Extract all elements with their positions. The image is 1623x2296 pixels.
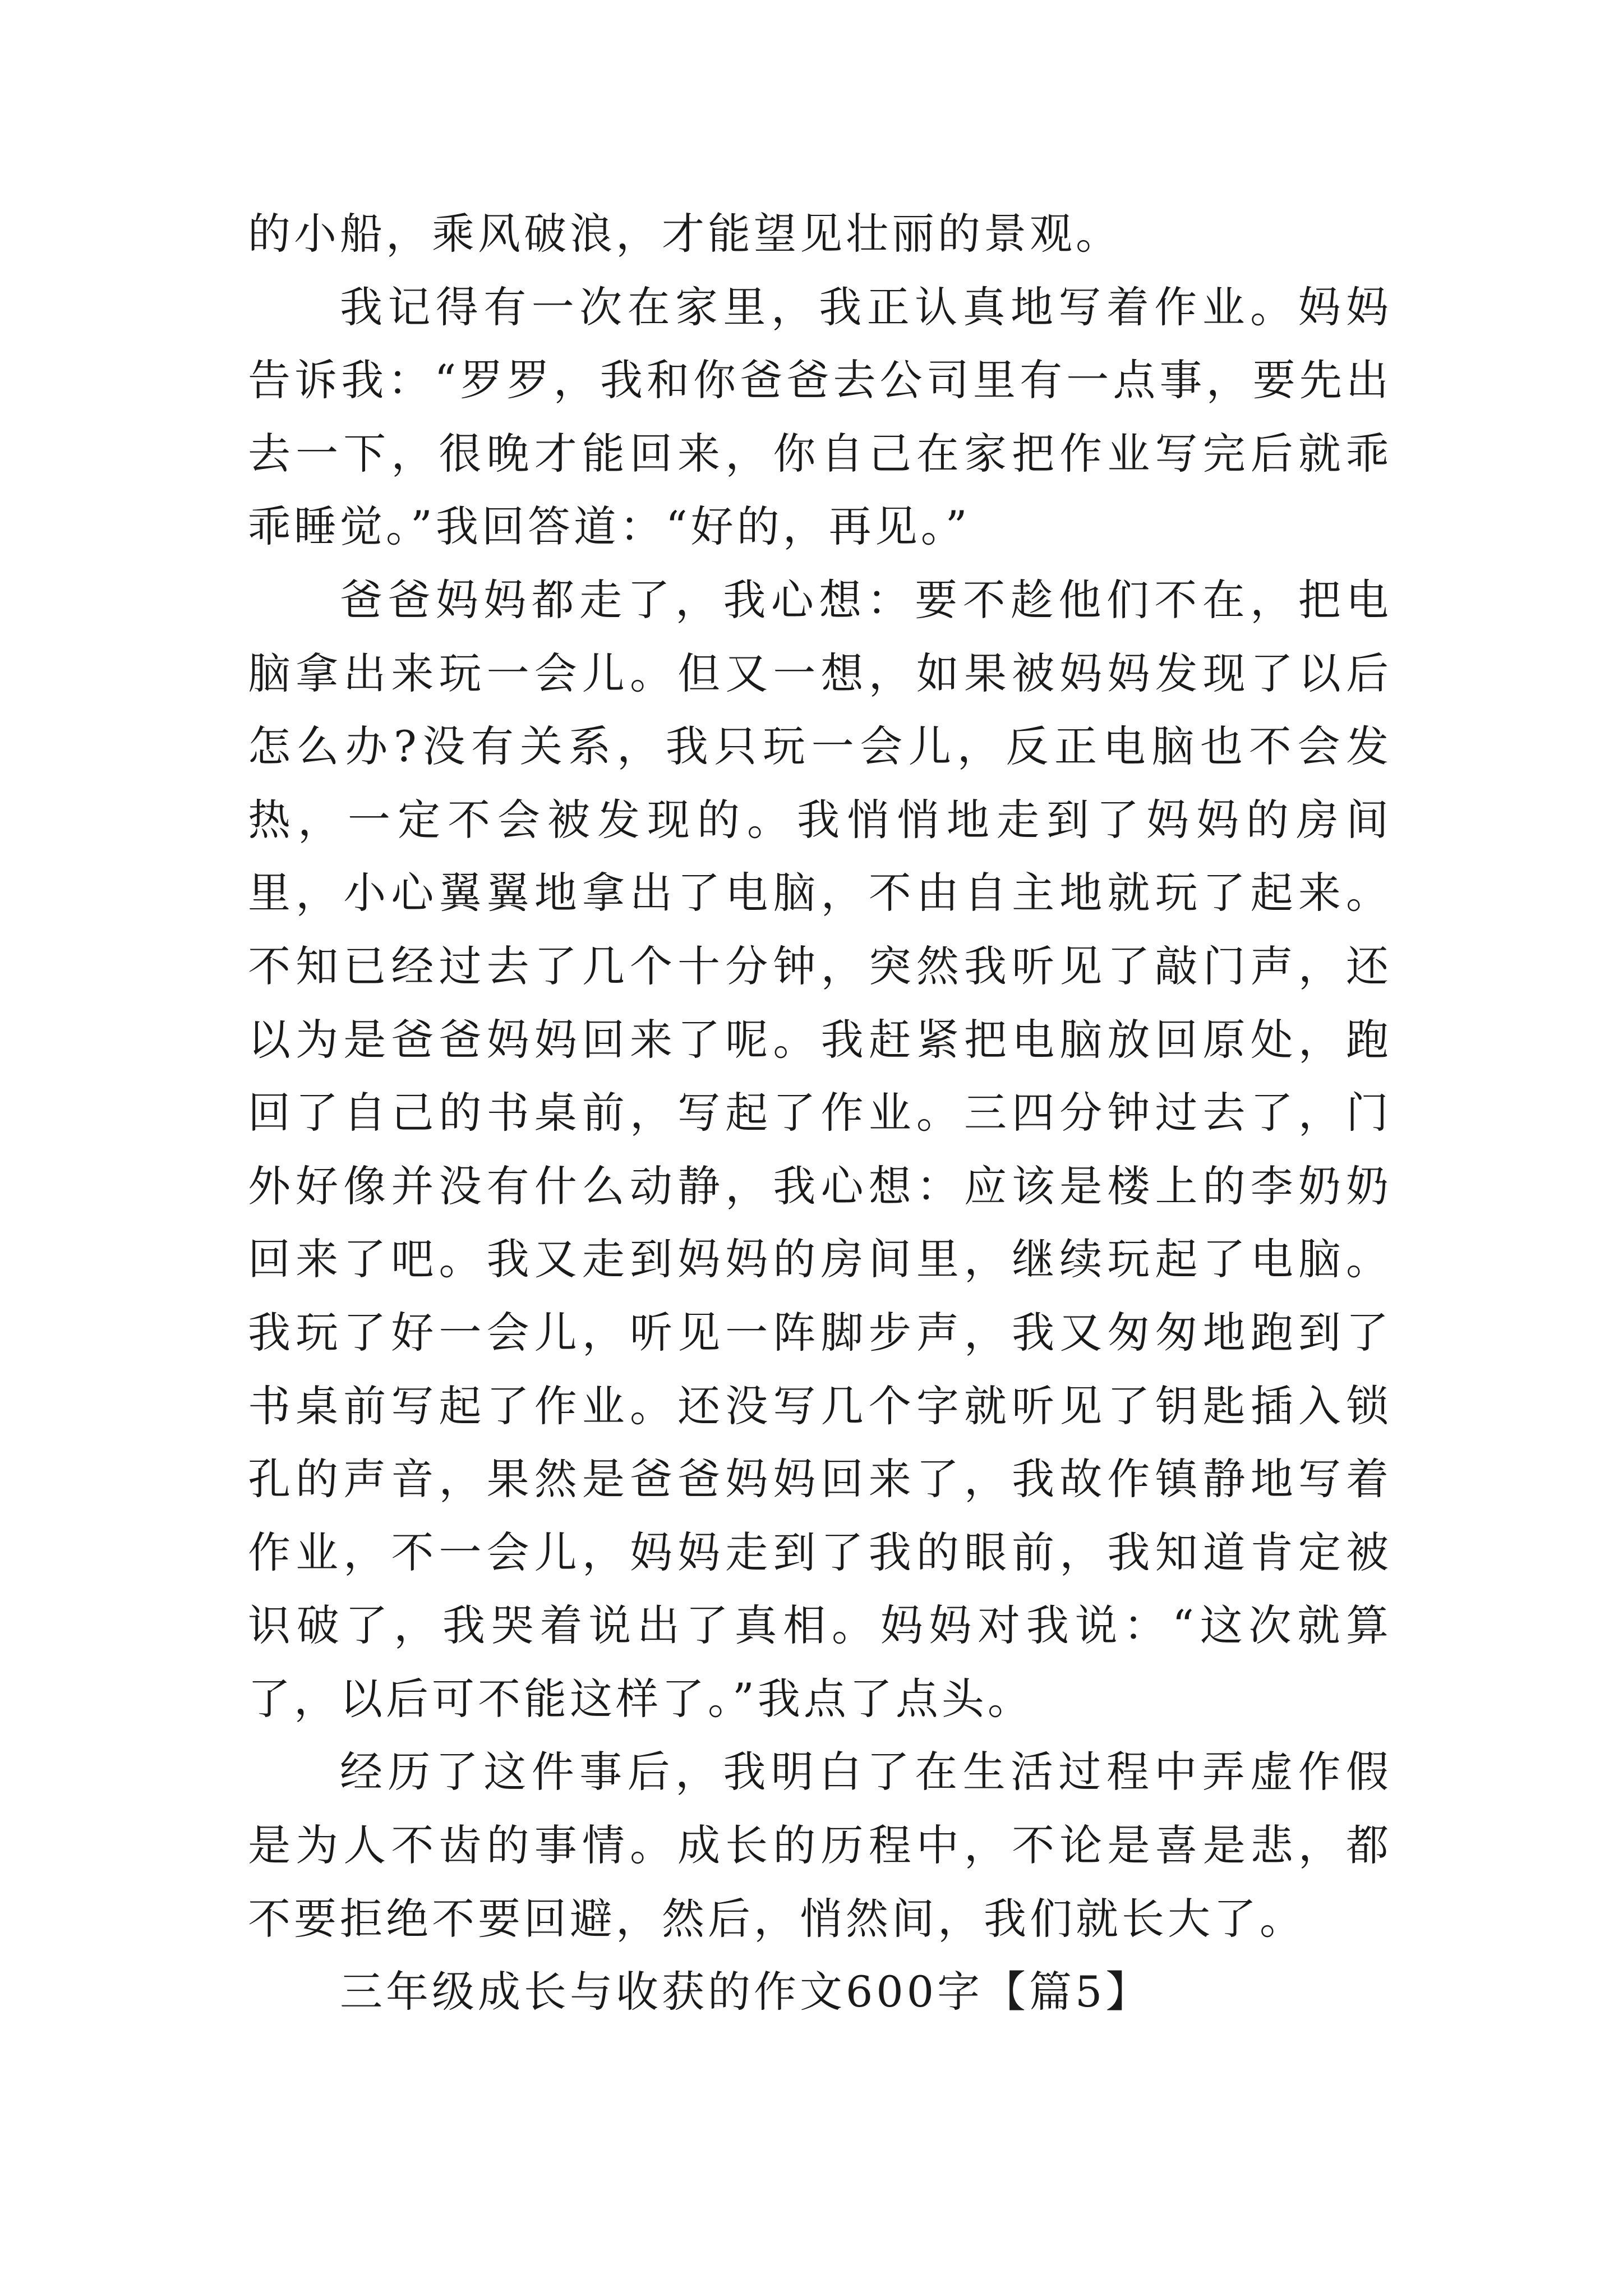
paragraph-4: 经历了这件事后，我明白了在生活过程中弄虚作假是为人不齿的事情。成长的历程中，不论是喜是悲，都不要拒绝不要回避，然后，悄然间，我们就长大了。: [248, 1747, 1392, 1944]
paragraph-2: 我记得有一次在家里，我正认真地写着作业。妈妈告诉我：“罗罗，我和你爸爸去公司里有一点事，要先出去一下，很晚才能回来，你自己在家把作业写完后就乖乖睡觉。”我回答道：“好的，再见。”: [248, 282, 1392, 552]
paragraph-3: 爸爸妈妈都走了，我心想：要不趁他们不在，把电脑拿出来玩一会儿。但又一想，如果被妈妈发现了以后怎么办?没有关系，我只玩一会儿，反正电脑也不会发热，一定不会被发现的。我悄悄地走到了妈妈的房间里，小心翼翼地拿出了电脑，不由自主地就玩了起来。不知已经过去了几个十分钟，突然我听见了敲门声，还以为是爸爸妈妈回来了呢。我赶紧把电脑放回原处，跑回了自己的书桌前，写起了作业。三四分钟过去了，门外好像并没有什么动静，我心想：应该是楼上的李奶奶回来了吧。我又走到妈妈的房间里，继续玩起了电脑。我玩了好一会儿，听见一阵脚步声，我又匆匆地跑到了书桌前写起了作业。还没写几个字就听见了钥匙插入锁孔的声音，果然是爸爸妈妈回来了，我故作镇静地写着作业，不一会儿，妈妈走到了我的眼前，我知道肯定被识破了，我哭着说出了真相。妈妈对我说：“这次就算了，以后可不能这样了。”我点了点头。: [248, 574, 1392, 1724]
paragraph-1: 的小船，乘风破浪，才能望见壮丽的景观。: [248, 209, 1122, 259]
section-heading: 三年级成长与收获的作文600字【篇5】: [340, 1967, 1152, 2017]
document-body: [248, 197, 1392, 2029]
